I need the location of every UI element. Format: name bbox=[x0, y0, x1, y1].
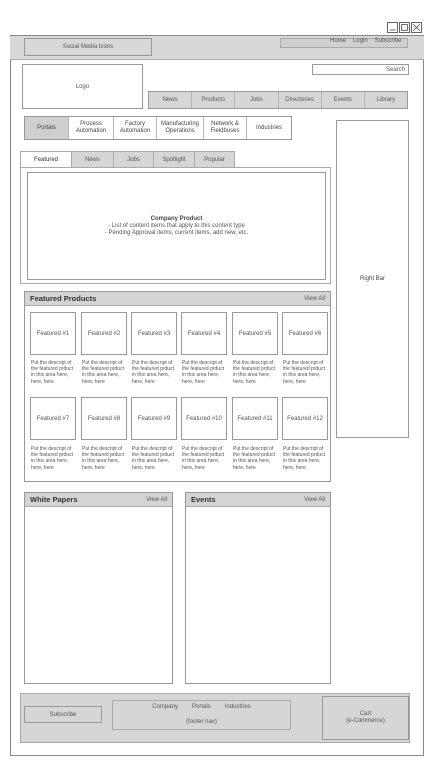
white-papers-title: White Papers bbox=[30, 495, 78, 504]
cart-button[interactable] bbox=[322, 696, 409, 740]
tab-featured[interactable]: Featured bbox=[20, 151, 72, 168]
right-bar: Right Bar bbox=[336, 120, 409, 438]
category-network-fieldbuses[interactable]: Network & Fieldbuses bbox=[204, 117, 247, 139]
white-papers-header bbox=[25, 493, 172, 507]
footer-link-industries[interactable]: Industries bbox=[224, 704, 251, 710]
events-panel bbox=[185, 492, 331, 684]
social-media-icons[interactable]: Social Media Icons bbox=[24, 38, 152, 56]
company-product-title: Company Product bbox=[150, 215, 203, 222]
category-industries[interactable]: Industries bbox=[255, 124, 282, 131]
featured-item[interactable]: Featured #9 bbox=[131, 397, 177, 440]
events-view-all-link[interactable]: View All bbox=[304, 496, 325, 503]
close-icon[interactable] bbox=[411, 22, 422, 33]
main-nav bbox=[148, 91, 408, 109]
main-nav-products[interactable]: Products bbox=[192, 92, 235, 108]
events-title: Events bbox=[191, 495, 216, 504]
featured-item[interactable]: Featured #5 bbox=[232, 312, 278, 355]
main-nav-events[interactable]: Events bbox=[322, 92, 365, 108]
featured-description: Put the descript of the featured prduct in this area here, here, here bbox=[132, 446, 174, 471]
utility-link-login[interactable]: Login bbox=[353, 38, 368, 44]
featured-description: Put the descript of the featured prduct in this area here, here, here bbox=[31, 446, 73, 471]
featured-products-title: Featured Products bbox=[30, 294, 97, 303]
featured-item[interactable]: Featured #6 bbox=[282, 312, 328, 355]
minimize-icon[interactable] bbox=[387, 22, 398, 33]
tab-popular[interactable]: Popular bbox=[194, 151, 235, 168]
featured-item[interactable]: Featured #10 bbox=[181, 397, 227, 440]
featured-item[interactable]: Featured #3 bbox=[131, 312, 177, 355]
main-nav-directories[interactable]: Directories bbox=[279, 92, 322, 108]
featured-description: Put the descript of the featured prduct in this area here, here, here bbox=[283, 360, 325, 385]
company-product-line-1: - List of content items that apply to this content type bbox=[108, 222, 245, 229]
category-portals[interactable]: Portals bbox=[25, 117, 69, 139]
utility-link-home[interactable]: Home bbox=[330, 38, 347, 44]
tab-spotlight[interactable]: Spotlight bbox=[153, 151, 195, 168]
featured-description: Put the descript of the featured prduct in this area here, here, here bbox=[132, 360, 174, 385]
category-factory-automation[interactable]: Factory Automation bbox=[114, 117, 157, 139]
featured-item[interactable]: Featured #12 bbox=[282, 397, 328, 440]
footer-nav bbox=[112, 704, 291, 710]
featured-description: Put the descript of the featured prduct in this area here, here, here bbox=[233, 360, 275, 385]
featured-item[interactable]: Featured #2 bbox=[81, 312, 127, 355]
featured-products-header bbox=[25, 292, 330, 306]
tab-news[interactable]: News bbox=[71, 151, 114, 168]
category-process-automation[interactable]: Process Automation bbox=[69, 117, 114, 139]
content-tabs bbox=[20, 151, 234, 168]
category-manufacturing-operations[interactable]: Manufacturing Operations bbox=[157, 117, 204, 139]
company-product-area bbox=[27, 172, 326, 280]
main-nav-jobs[interactable]: Jobs bbox=[235, 92, 278, 108]
featured-item[interactable]: Featured #4 bbox=[181, 312, 227, 355]
featured-item[interactable]: Featured #1 bbox=[30, 312, 76, 355]
white-papers-view-all-link[interactable]: View All bbox=[146, 496, 167, 503]
maximize-icon[interactable] bbox=[399, 22, 410, 33]
featured-item[interactable]: Featured #7 bbox=[30, 397, 76, 440]
utility-nav bbox=[330, 38, 401, 47]
featured-description: Put the descript of the featured prduct in this area here, here, here bbox=[182, 446, 224, 471]
featured-description: Put the descript of the featured prduct in this area here, here, here bbox=[31, 360, 73, 385]
site-logo[interactable]: Logo bbox=[22, 64, 143, 109]
cart-sublabel: (e-Commerce) bbox=[346, 718, 385, 724]
window-titlebar bbox=[10, 20, 424, 36]
featured-item[interactable]: Featured #8 bbox=[81, 397, 127, 440]
category-nav bbox=[24, 116, 292, 140]
tab-jobs[interactable]: Jobs bbox=[113, 151, 154, 168]
events-header bbox=[186, 493, 330, 507]
cart-label: Cart bbox=[359, 711, 372, 717]
utility-link-subscribe[interactable]: Subscribe bbox=[374, 38, 402, 44]
featured-description: Put the descript of the featured prduct in this area here, here, here bbox=[82, 446, 124, 471]
featured-description: Put the descript of the featured prduct in this area here, here, here bbox=[182, 360, 224, 385]
search-input[interactable]: Search bbox=[312, 64, 409, 75]
footer-link-company[interactable]: Company bbox=[152, 704, 178, 710]
footer-nav-note: (footer nav) bbox=[186, 719, 217, 725]
featured-description: Put the descript of the featured prduct in this area here, here, here bbox=[233, 446, 275, 471]
main-nav-library[interactable]: Library bbox=[376, 97, 396, 103]
featured-description: Put the descript of the featured prduct in this area here, here, here bbox=[283, 446, 325, 471]
featured-item[interactable]: Featured #11 bbox=[232, 397, 278, 440]
main-nav-news[interactable]: News bbox=[149, 92, 192, 108]
featured-view-all-link[interactable]: View All bbox=[304, 295, 325, 302]
featured-description: Put the descript of the featured prduct in this area here, here, here bbox=[82, 360, 124, 385]
company-product-line-2: - Pending Approval items, current items, add new, etc. bbox=[104, 229, 249, 236]
footer-link-portals[interactable]: Portals bbox=[191, 704, 211, 710]
white-papers-panel bbox=[24, 492, 173, 684]
footer-subscribe-button[interactable]: Subscribe bbox=[24, 706, 102, 723]
